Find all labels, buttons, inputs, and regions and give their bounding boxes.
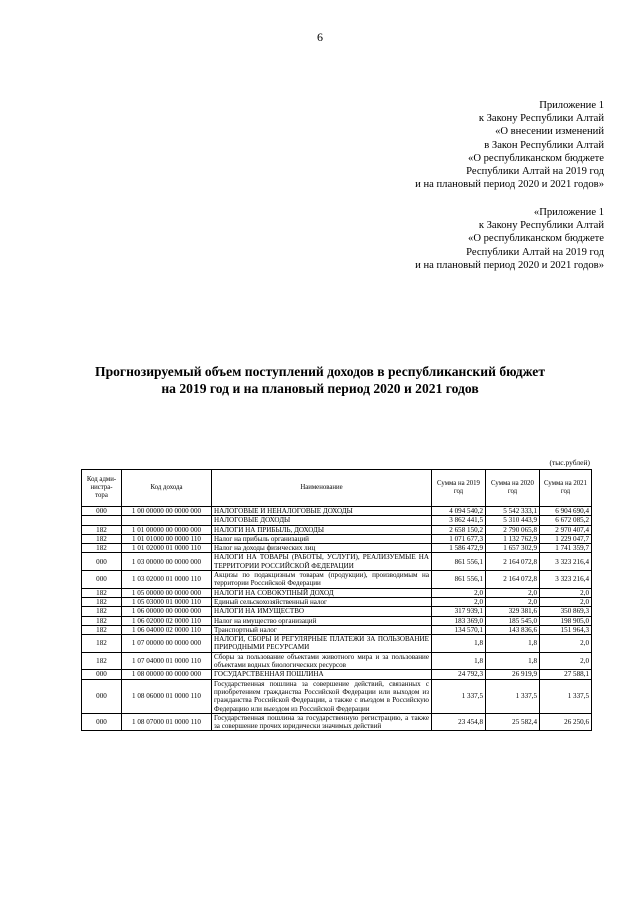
page-number: 6 — [317, 30, 323, 44]
sum-2021-cell: 27 588,1 — [540, 670, 592, 679]
sum-2020-cell: 1,8 — [486, 635, 540, 653]
admin-code-cell: 000 — [82, 670, 122, 679]
income-code-cell: 1 01 01000 00 0000 110 — [122, 534, 212, 543]
income-code-cell — [122, 516, 212, 525]
sum-2021-cell: 6 672 085,2 — [540, 516, 592, 525]
table-row — [82, 625, 592, 634]
sum-2019-cell: 317 939,1 — [432, 607, 486, 616]
name-cell: НАЛОГИ НА ТОВАРЫ (РАБОТЫ, УСЛУГИ), РЕАЛИЗУЕМЫЕ НА ТЕРРИТОРИИ РОССИЙСКОЙ ФЕДЕРАЦИИ — [212, 553, 432, 571]
income-code-cell: 1 08 00000 00 0000 000 — [122, 670, 212, 679]
sum-2019-cell: 861 556,1 — [432, 571, 486, 589]
name-cell: НАЛОГОВЫЕ И НЕНАЛОГОВЫЕ ДОХОДЫ — [212, 507, 432, 516]
table-row — [82, 670, 592, 679]
header-name: Наименование — [212, 470, 432, 507]
table-row — [82, 652, 592, 670]
table-row — [82, 713, 592, 731]
name-cell: НАЛОГИ НА ПРИБЫЛЬ, ДОХОДЫ — [212, 525, 432, 534]
income-code-cell: 1 06 02000 02 0000 110 — [122, 616, 212, 625]
income-code-cell: 1 00 00000 00 0000 000 — [122, 507, 212, 516]
table-row — [82, 534, 592, 543]
admin-code-cell: 182 — [82, 544, 122, 553]
income-code-cell: 1 05 03000 01 0000 110 — [122, 597, 212, 606]
table-row — [82, 616, 592, 625]
income-code-cell: 1 01 00000 00 0000 000 — [122, 525, 212, 534]
sum-2019-cell: 134 570,1 — [432, 625, 486, 634]
sum-2019-cell: 1 337,5 — [432, 679, 486, 713]
name-cell: Сборы за пользование объектами животного мира и за пользование объектами водных биологических ресурсов — [212, 652, 432, 670]
sum-2021-cell: 2,0 — [540, 597, 592, 606]
name-cell: Налог на доходы физических лиц — [212, 544, 432, 553]
sum-2020-cell: 1 337,5 — [486, 679, 540, 713]
sum-2020-cell: 2 164 072,8 — [486, 553, 540, 571]
income-code-cell: 1 07 04000 01 0000 110 — [122, 652, 212, 670]
admin-code-cell: 000 — [82, 553, 122, 571]
appendix-original-line: к Закону Республики Алтай — [478, 220, 604, 232]
appendix-current-line: к Закону Республики Алтай — [478, 113, 604, 125]
appendix-original-line: и на плановый период 2020 и 2021 годов» — [415, 259, 604, 271]
header-income-code: Код дохода — [122, 470, 212, 507]
table-row — [82, 588, 592, 597]
sum-2021-cell: 2,0 — [540, 635, 592, 653]
income-code-cell: 1 03 00000 00 0000 000 — [122, 553, 212, 571]
name-cell: Единый сельскохозяйственный налог — [212, 597, 432, 606]
income-code-cell: 1 06 04000 02 0000 110 — [122, 625, 212, 634]
sum-2019-cell: 1,8 — [432, 635, 486, 653]
name-cell: Налог на имущество организаций — [212, 616, 432, 625]
name-cell: Акцизы по подакцизным товарам (продукции), производимым на территории Российской Федерации — [212, 571, 432, 589]
admin-code-cell: 000 — [82, 507, 122, 516]
sum-2019-cell: 1,8 — [432, 652, 486, 670]
table-body — [82, 507, 592, 731]
sum-2019-cell: 1 586 472,9 — [432, 544, 486, 553]
sum-2020-cell: 1 657 302,9 — [486, 544, 540, 553]
table-row — [82, 597, 592, 606]
header-sum-2021: Сумма на 2021 год — [540, 470, 592, 507]
name-cell: Налог на прибыль организаций — [212, 534, 432, 543]
income-code-cell: 1 08 07000 01 0000 110 — [122, 713, 212, 731]
table-row — [82, 553, 592, 571]
sum-2021-cell: 3 323 216,4 — [540, 553, 592, 571]
sum-2021-cell: 3 323 216,4 — [540, 571, 592, 589]
document-title — [60, 363, 580, 397]
sum-2021-cell: 1 229 047,7 — [540, 534, 592, 543]
appendix-original-line: Республики Алтай на 2019 год — [466, 246, 604, 258]
sum-2019-cell: 861 556,1 — [432, 553, 486, 571]
income-code-cell: 1 05 00000 00 0000 000 — [122, 588, 212, 597]
admin-code-cell: 000 — [82, 713, 122, 731]
sum-2021-cell: 350 869,3 — [540, 607, 592, 616]
income-code-cell: 1 01 02000 01 0000 110 — [122, 544, 212, 553]
admin-code-cell: 000 — [82, 679, 122, 713]
sum-2020-cell: 1 132 762,9 — [486, 534, 540, 543]
sum-2021-cell: 1 741 359,7 — [540, 544, 592, 553]
appendix-original-line: «Приложение 1 — [533, 207, 604, 218]
admin-code-cell: 182 — [82, 635, 122, 653]
sum-2020-cell: 1,8 — [486, 652, 540, 670]
name-cell: НАЛОГИ НА СОВОКУПНЫЙ ДОХОД — [212, 588, 432, 597]
sum-2020-cell: 185 545,0 — [486, 616, 540, 625]
admin-code-cell: 182 — [82, 588, 122, 597]
sum-2019-cell: 2,0 — [432, 588, 486, 597]
table-row — [82, 679, 592, 713]
units-label: (тыс.рублей) — [549, 458, 590, 467]
name-cell: Государственная пошлина за государственную регистрацию, а также за совершение прочих юридически значимых действий — [212, 713, 432, 731]
income-code-cell: 1 06 00000 00 0000 000 — [122, 607, 212, 616]
admin-code-cell: 182 — [82, 607, 122, 616]
admin-code-cell: 182 — [82, 525, 122, 534]
sum-2020-cell: 5 542 333,1 — [486, 507, 540, 516]
admin-code-cell — [82, 516, 122, 525]
table-row — [82, 635, 592, 653]
appendix-current-line: и на плановый период 2020 и 2021 годов» — [415, 179, 604, 191]
appendix-header-original — [415, 206, 604, 272]
sum-2019-cell: 183 369,0 — [432, 616, 486, 625]
sum-2020-cell: 25 582,4 — [486, 713, 540, 731]
name-cell: НАЛОГИ, СБОРЫ И РЕГУЛЯРНЫЕ ПЛАТЕЖИ ЗА ПОЛЬЗОВАНИЕ ПРИРОДНЫМИ РЕСУРСАМИ — [212, 635, 432, 653]
table-header-row — [82, 470, 592, 507]
sum-2019-cell: 2 658 150,2 — [432, 525, 486, 534]
table-row — [82, 607, 592, 616]
admin-code-cell: 000 — [82, 571, 122, 589]
appendix-current-line: «О республиканском бюджете — [468, 152, 604, 164]
appendix-current-line: в Закон Республики Алтай — [484, 139, 604, 151]
header-sum-2019: Сумма на 2019 год — [432, 470, 486, 507]
sum-2020-cell: 5 310 443,9 — [486, 516, 540, 525]
admin-code-cell: 182 — [82, 625, 122, 634]
admin-code-cell: 182 — [82, 534, 122, 543]
admin-code-cell: 182 — [82, 652, 122, 670]
sum-2019-cell: 2,0 — [432, 597, 486, 606]
sum-2020-cell: 2,0 — [486, 597, 540, 606]
sum-2021-cell: 6 904 690,4 — [540, 507, 592, 516]
income-code-cell: 1 03 02000 01 0000 110 — [122, 571, 212, 589]
sum-2019-cell: 1 071 677,3 — [432, 534, 486, 543]
name-cell: Государственная пошлина за совершение действий, связанных с приобретением гражданства Российской Федерации или выходом из гражданства Российской Федерации, а также с въездом в Российскую Федерацию или выездом из Российской Федерации — [212, 679, 432, 713]
sum-2021-cell: 26 250,6 — [540, 713, 592, 731]
header-sum-2020: Сумма на 2020 год — [486, 470, 540, 507]
sum-2021-cell: 198 905,0 — [540, 616, 592, 625]
appendix-header-current — [415, 99, 604, 191]
sum-2019-cell: 23 454,8 — [432, 713, 486, 731]
appendix-current-line: Приложение 1 — [539, 100, 604, 111]
sum-2019-cell: 4 094 540,2 — [432, 507, 486, 516]
title-line: на 2019 год и на плановый период 2020 и 2021 годов — [161, 381, 479, 396]
appendix-current-line: Республики Алтай на 2019 год — [466, 166, 604, 178]
table-row — [82, 571, 592, 589]
sum-2021-cell: 2,0 — [540, 652, 592, 670]
name-cell: ГОСУДАРСТВЕННАЯ ПОШЛИНА — [212, 670, 432, 679]
sum-2021-cell: 2,0 — [540, 588, 592, 597]
sum-2020-cell: 2,0 — [486, 588, 540, 597]
title-line: Прогнозируемый объем поступлений доходов в республиканский бюджет — [95, 364, 545, 379]
table-row — [82, 507, 592, 516]
sum-2020-cell: 2 790 065,8 — [486, 525, 540, 534]
table-row — [82, 516, 592, 525]
name-cell: НАЛОГИ НА ИМУЩЕСТВО — [212, 607, 432, 616]
appendix-original-line: «О республиканском бюджете — [468, 233, 604, 245]
sum-2021-cell: 151 964,3 — [540, 625, 592, 634]
sum-2020-cell: 329 381,6 — [486, 607, 540, 616]
table-row — [82, 525, 592, 534]
header-admin-code: Код адми- нистра- тора — [82, 470, 122, 507]
sum-2021-cell: 1 337,5 — [540, 679, 592, 713]
name-cell: НАЛОГОВЫЕ ДОХОДЫ — [212, 516, 432, 525]
sum-2020-cell: 2 164 072,8 — [486, 571, 540, 589]
sum-2019-cell: 3 862 441,5 — [432, 516, 486, 525]
income-code-cell: 1 07 00000 00 0000 000 — [122, 635, 212, 653]
sum-2019-cell: 24 792,3 — [432, 670, 486, 679]
admin-code-cell: 182 — [82, 597, 122, 606]
table-row — [82, 544, 592, 553]
admin-code-cell: 182 — [82, 616, 122, 625]
appendix-current-line: «О внесении изменений — [495, 126, 604, 138]
revenue-table — [81, 469, 592, 731]
income-code-cell: 1 08 06000 01 0000 110 — [122, 679, 212, 713]
sum-2020-cell: 143 836,6 — [486, 625, 540, 634]
sum-2021-cell: 2 970 407,4 — [540, 525, 592, 534]
name-cell: Транспортный налог — [212, 625, 432, 634]
sum-2020-cell: 26 919,9 — [486, 670, 540, 679]
